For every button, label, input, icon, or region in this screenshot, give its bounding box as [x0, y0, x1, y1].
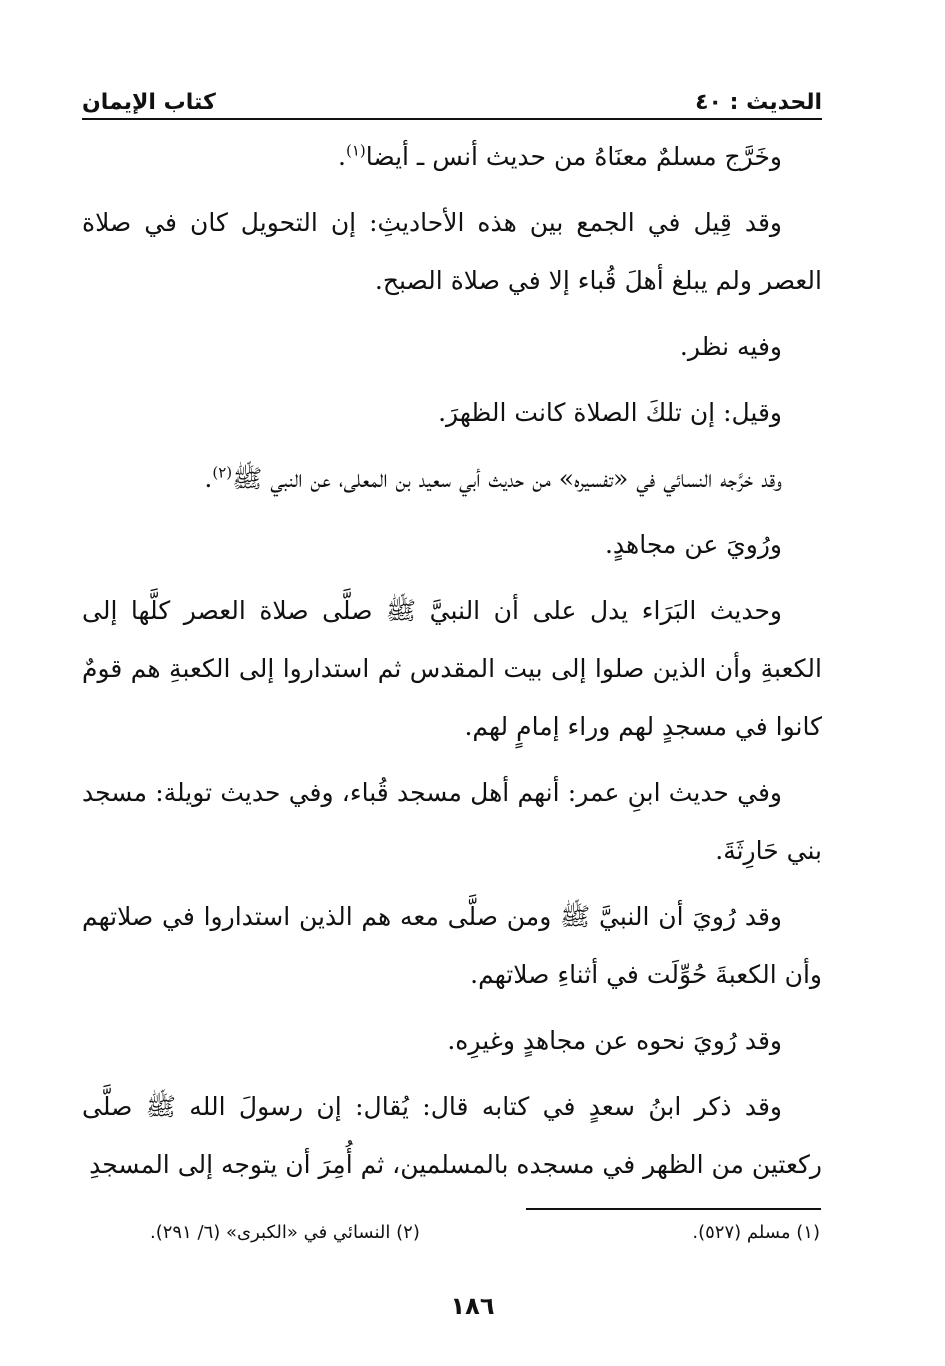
footnote-2: (٢) النسائي في «الكبرى» (٦/ ٢٩١).: [150, 1222, 420, 1243]
footnote-1: (١) مسلم (٥٢٧).: [692, 1222, 820, 1243]
paragraph: وقيل: إن تلكَ الصلاة كانت الظهرَ.: [438, 398, 782, 427]
paragraph: وقد رُويَ أن النبيَّ ﷺ ومن صلَّى معه هم الذين استداروا في صلاتهم وأن الكعبةَ حُوِّلَت في أثناءِ صلاتهم.: [82, 902, 822, 989]
footnote-divider: [526, 1208, 821, 1210]
paragraph: وحديث البَرَاء يدل على أن النبيَّ ﷺ صلَّى صلاة العصر كلَّها إلى الكعبةِ وأن الذين صلوا إلى بيت المقدس ثم استداروا إلى الكعبةِ هم قومٌ كانوا في مسجدٍ لهم وراء إمامٍ لهم.: [82, 596, 822, 741]
page-number: ١٨٦: [450, 1292, 495, 1320]
paragraph: وفيه نظر.: [679, 332, 782, 361]
paragraph: وقد خرَّجه النسائي في «تفسيره» من حديث أبي سعيد بن المعلى، عن النبي ﷺ$^{(٢)}$.: [204, 463, 782, 493]
paragraph: وقد رُويَ نحوه عن مجاهدٍ وغيرِه.: [447, 1026, 782, 1055]
paragraph: وخَرَّج مسلمٌ معنَاهُ من حديث أنس ـ أيضا$^{(١)}$.: [338, 141, 782, 171]
paragraph: وفي حديث ابنِ عمر: أنهم أهل مسجد قُباء، وفي حديث تويلة: مسجد بني حَارِثَةَ.: [82, 778, 822, 865]
paragraph: وقد ذكر ابنُ سعدٍ في كتابه قال: يُقال: إن رسولَ الله ﷺ صلَّى ركعتين من الظهر في مسجده بالمسلمين، ثم أُمِرَ أن يتوجه إلى المسجدِ: [82, 1092, 822, 1179]
footnote-ref[interactable]: (٢): [212, 463, 233, 482]
running-header: [82, 84, 822, 120]
footnotes: [150, 1222, 820, 1243]
footnote-ref[interactable]: (١): [346, 141, 366, 160]
paragraph: وقد قِيل في الجمع بين هذه الأحاديثِ: إن التحويل كان في صلاة العصر ولم يبلغ أهلَ قُباء إلا في صلاة الصبح.: [82, 208, 822, 295]
hadith-number: الحديث : ٤٠: [695, 90, 822, 115]
paragraph: ورُويَ عن مجاهدٍ.: [604, 530, 782, 559]
book-title: كتاب الإيمان: [82, 90, 216, 115]
body-text: [82, 128, 822, 1202]
